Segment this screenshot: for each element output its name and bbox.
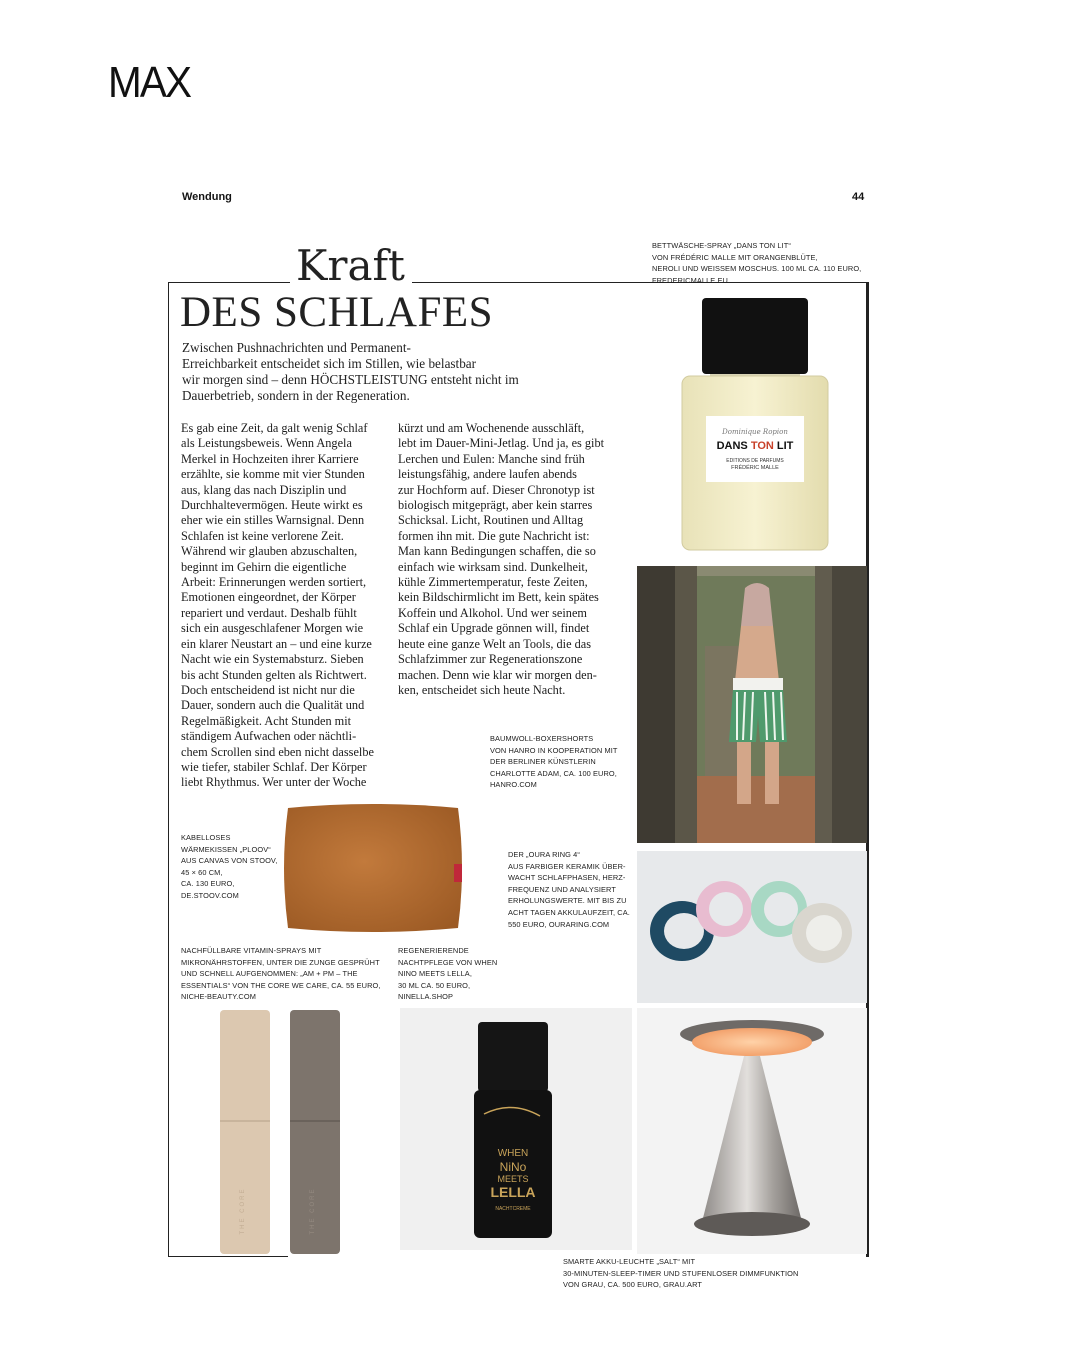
caption-lamp: SMARTE AKKU-LEUCHTE „SALT“ MIT 30-MINUTEN-SLEEP-TIMER UND STUFENLOSER DIMMFUNKTION VON GRAU, CA. 500 EURO, GRAU.ART: [563, 1257, 799, 1290]
article-title-kraft: Kraft: [296, 241, 405, 290]
boxershorts-photo: [637, 566, 867, 843]
cream-line3: MEETS: [497, 1174, 529, 1184]
rings-image: [637, 851, 867, 1003]
caption-spray: BETTWÄSCHE-SPRAY „DANS TON LIT“ VON FRÉDÉRIC MALLE MIT ORANGENBLÜTE, NEROLI UND WEISSEM MOSCHUS. 100 ML CA. 110 EURO, FREDERICMALLE.EU: [652, 241, 862, 285]
caption-ring: DER „OURA RING 4“ AUS FARBIGER KERAMIK ÜBER- WACHT SCHLAFPHASEN, HERZ- FREQUENZ UND ANALYSIERT ERHOLUNGSWERTE. MIT BIS ZU ACHT TAGEN AKKULAUFZEIT, CA. 550 EURO, OURARING.COM: [508, 850, 630, 929]
perfume-name-a: DANS: [716, 440, 751, 452]
section-label: Wendung: [182, 191, 232, 203]
magazine-logo: MAX: [108, 58, 191, 107]
caption-vitamin: NACHFÜLLBARE VITAMIN-SPRAYS MIT MIKRONÄHRSTOFFEN, UNTER DIE ZUNGE GESPRÜHT UND SCHNELL AUFGENOMMEN: „AM + PM – THE ESSENTIALS“ VON THE CORE WE CARE, CA. 55 EURO, NICHE-BEAUTY.COM: [181, 946, 381, 1002]
pillow-image: [280, 802, 465, 934]
boxershorts-photo-graphic: [637, 566, 867, 843]
perfume-name-c: LIT: [773, 440, 794, 452]
perfume-signature: Dominique Ropion: [722, 428, 788, 436]
lamp-image: [637, 1008, 867, 1254]
caption-pillow: KABELLOSES WÄRMEKISSEN „PLOOV“ AUS CANVAS VON STOOV, 45 × 60 CM, CA. 130 EURO, DE.STOOV.COM: [181, 833, 278, 900]
cream-line2: NiNo: [499, 1160, 527, 1174]
perfume-brand-1: EDITIONS DE PARFUMS: [726, 458, 784, 464]
perfume-bottle-graphic: [650, 290, 860, 560]
rings-graphic: [637, 851, 867, 1003]
cream-line4: LELLA: [490, 1184, 536, 1200]
body-column-1: Es gab eine Zeit, da galt wenig Schlaf als Leistungsbeweis. Wenn Angela Merkel in Hochzeiten ihrer Karriere erzählte, sie komme mit vier Stunden aus, klang das nach Disziplin und Durchhaltevermögen. Heute wirkt es eher wie ein stilles Warnsignal. Denn Schlafen ist keine verlorene Zeit. Während wir glauben abzuschalten, beginnt im Gehirn die eigentliche Arbeit: Erinnerungen werden sortiert, Emotionen eingeordnet, der Körper repariert und verdaut. Deshalb fühlt sich ein ausgeschlafener Morgen wie ein klarer Neustart an – und eine kurze Nacht wie ein Systemabsturz. Sieben bis acht Stunden gelten als Richtwert. Doch entscheidend ist nicht nur die Dauer, sondern auch die Qualität und Regelmäßigkeit. Acht Stunden mit ständigem Aufwachen oder nächtli- chem Scrollen sind eben nicht dasselbe wie tiefer, stabiler Schlaf. Der Körper liebt Rhythmus. Wer unter der Woche: [181, 421, 374, 790]
night-cream-image: [400, 1008, 632, 1250]
article-intro: Zwischen Pushnachrichten und Permanent- Erreichbarkeit entscheidet sich im Stillen, wie belastbar wir morgen sind – denn HÖCHSTLEISTUNG entsteht nicht im Dauerbetrieb, sondern in der Regeneration.: [182, 340, 519, 403]
cream-type: NACHTCREME: [495, 1206, 531, 1212]
perfume-name: [706, 440, 804, 452]
vitamin-tubes-graphic: [180, 1008, 395, 1256]
caption-night: REGENERIERENDE NACHTPFLEGE VON WHEN NINO MEETS LELLA, 30 ML CA. 50 EURO, NINELLA.SHOP: [398, 946, 498, 1002]
tube-left-label: THE CORE: [240, 1187, 246, 1235]
cream-line1: WHEN: [497, 1148, 529, 1159]
frame-top-rule-left: [168, 282, 290, 283]
perfume-brand-2: FRÉDÉRIC MALLE: [731, 465, 779, 471]
lamp-graphic: [637, 1008, 867, 1254]
tube-right-label: THE CORE: [310, 1187, 316, 1235]
article-title-main: DES SCHLAFES: [180, 289, 494, 336]
vitamin-sprays-image: [180, 1008, 395, 1256]
page-number: 44: [852, 191, 865, 203]
frame-bottom-rule: [168, 1256, 288, 1257]
perfume-name-b: TON: [750, 440, 774, 452]
caption-boxers: BAUMWOLL-BOXERSHORTS VON HANRO IN KOOPERATION MIT DER BERLINER KÜNSTLERIN CHARLOTTE ADAM, CA. 100 EURO, HANRO.COM: [490, 734, 618, 790]
perfume-image: [650, 290, 860, 560]
frame-left-rule: [168, 282, 169, 1256]
body-column-2: kürzt und am Wochenende ausschläft, lebt im Dauer-Mini-Jetlag. Und ja, es gibt Lerchen und Eulen: Manche sind früh leistungsfähig, andere laufen abends zur Hochform auf. Dieser Chronotyp ist biologisch mitgeprägt, aber kein starres Schicksal. Licht, Routinen und Alltag formen ihn mit. Die gute Nachricht ist: Man kann Bedingungen schaffen, die so einfach wie wirksam sind. Dunkelheit, kühle Zimmertemperatur, feste Zeiten, kein Bildschirmlicht im Bett, kein spätes Koffein und Alkohol. Und wer seinem Schlaf ein Upgrade gönnen will, findet heute eine ganze Welt an Tools, die das Schlafzimmer zur Regenerationszone machen. Denn wie klar wir morgen den- ken, entscheidet sich heute Nacht.: [398, 421, 605, 697]
night-cream-graphic: [400, 1008, 632, 1250]
pillow-graphic: [280, 802, 465, 934]
